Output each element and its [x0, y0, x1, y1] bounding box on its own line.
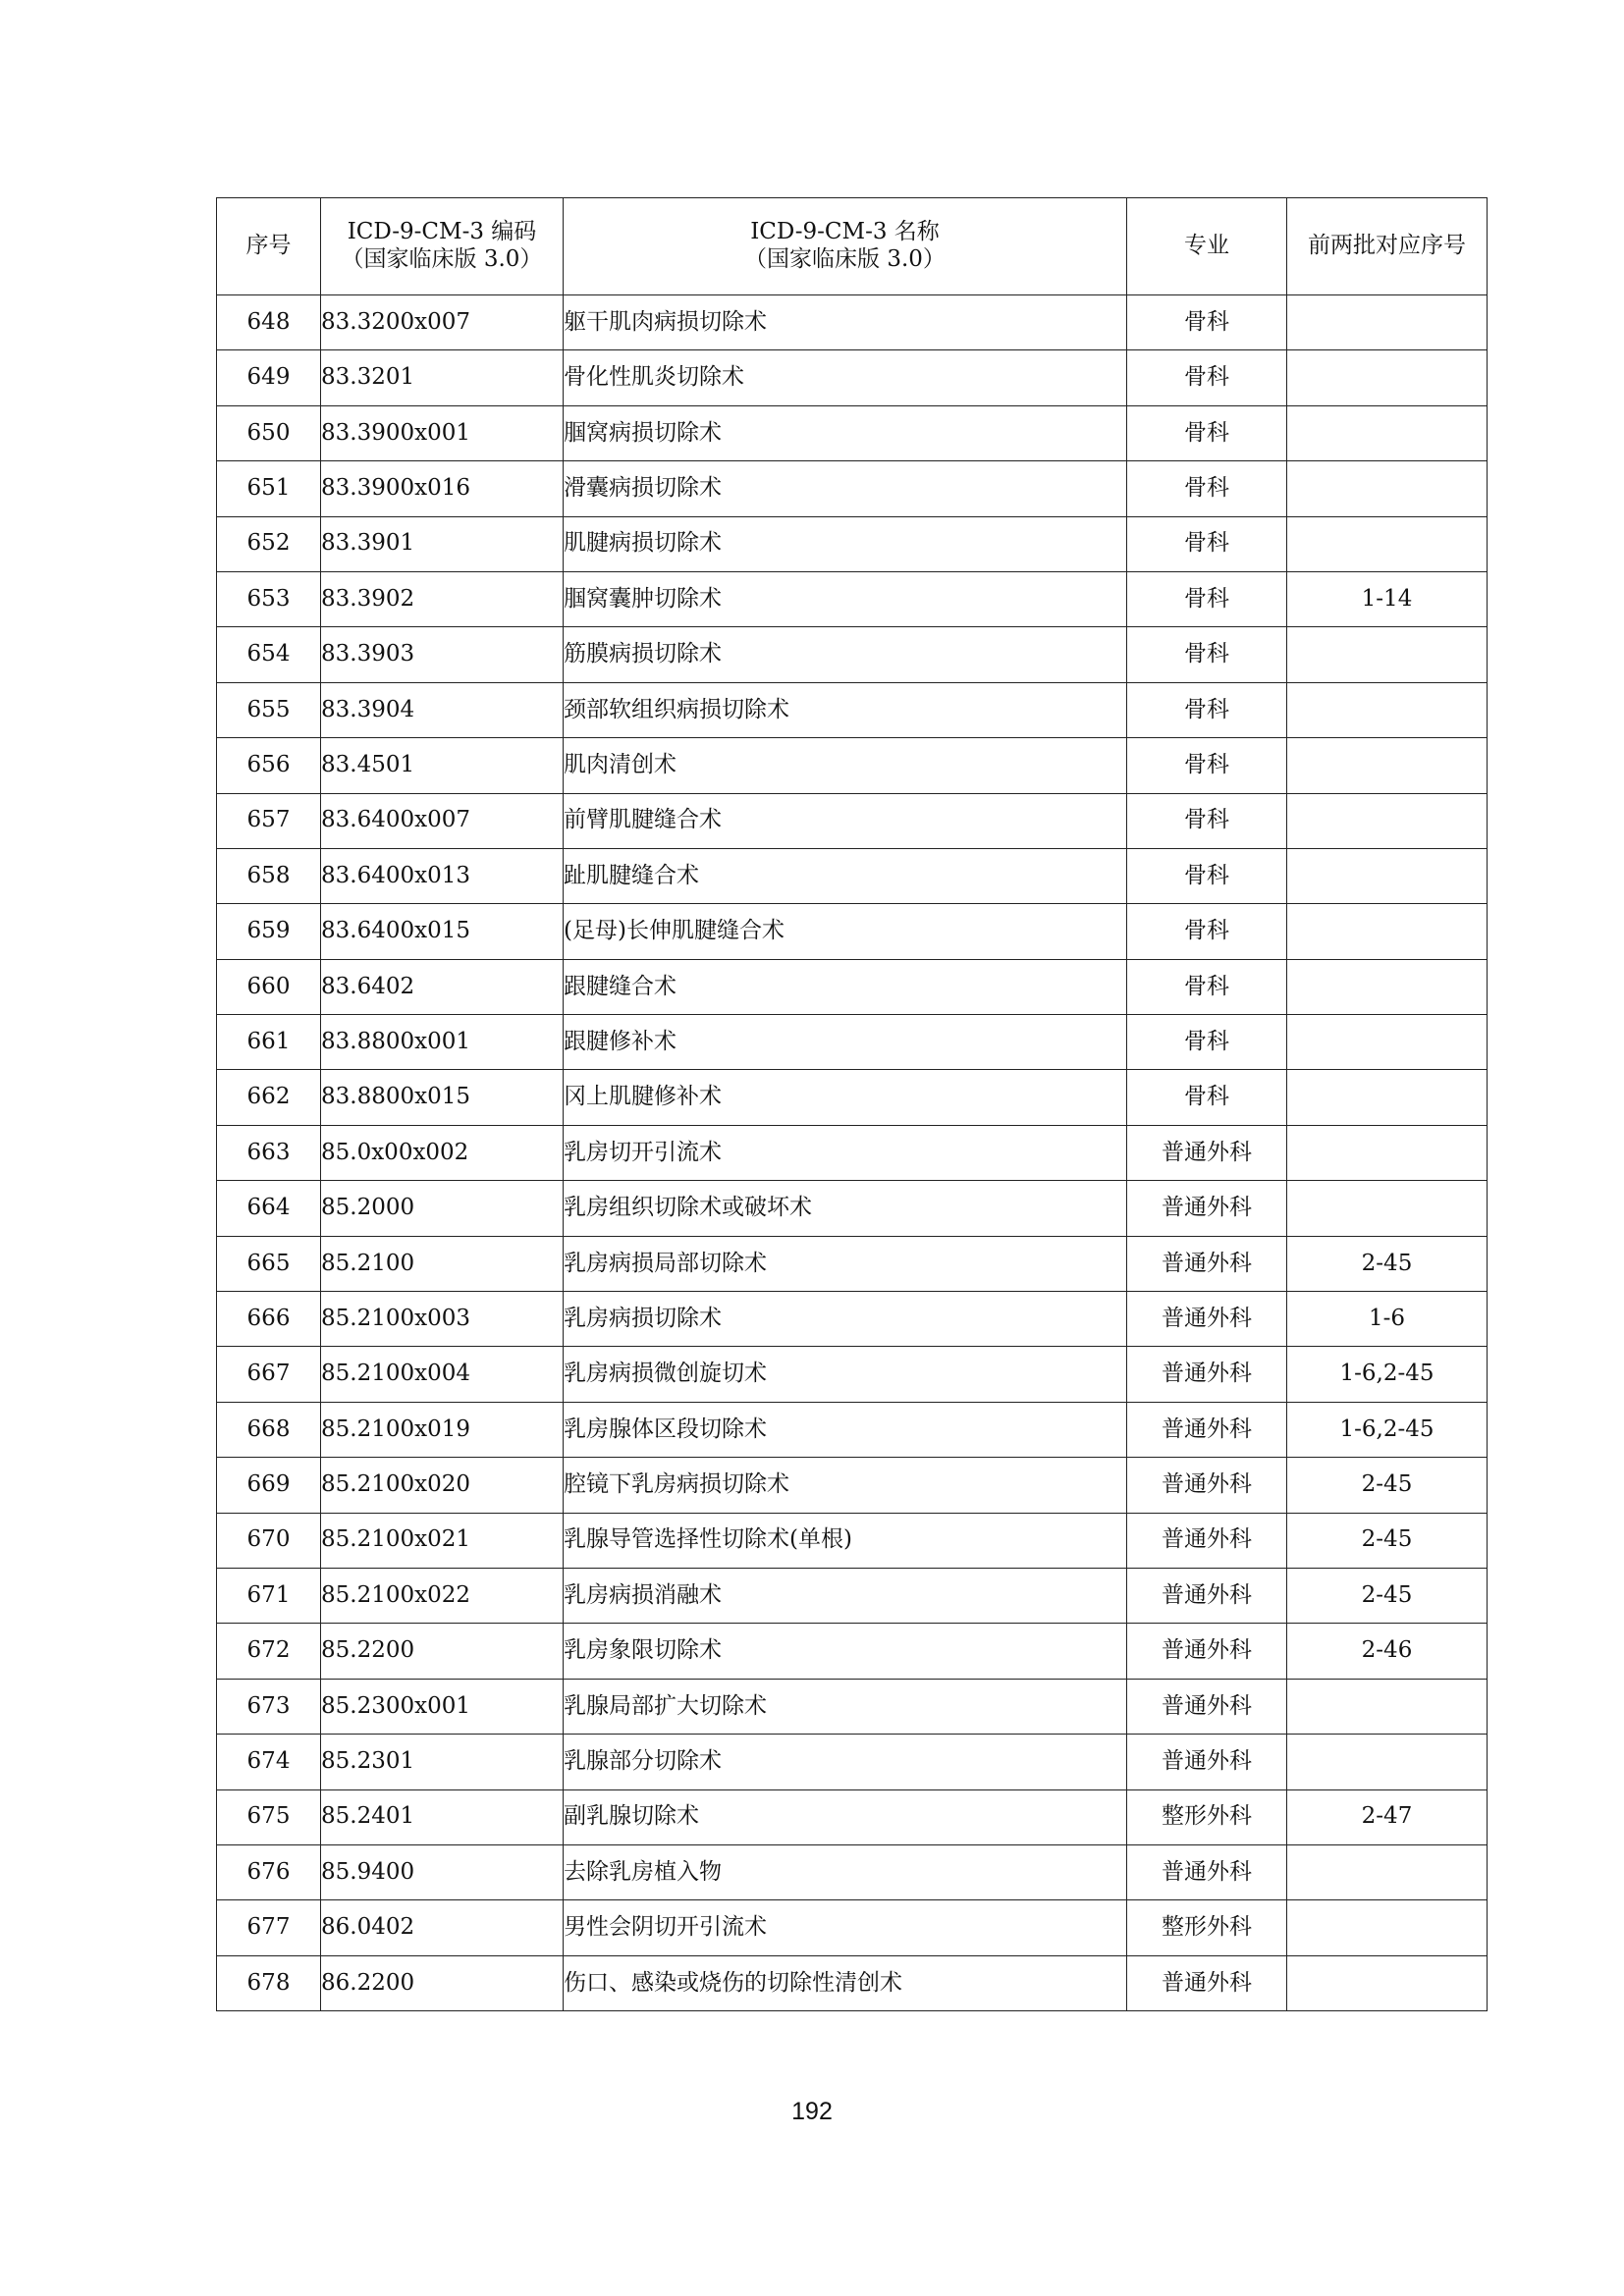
- header-code: [321, 198, 564, 295]
- cell-prev: [1287, 848, 1488, 903]
- cell-name: 腘窝囊肿切除术: [564, 571, 1127, 626]
- table-header-row: [217, 198, 1488, 295]
- table-row: [217, 1070, 1488, 1125]
- cell-code: 85.2100x019: [321, 1402, 564, 1457]
- table-row: [217, 1568, 1488, 1623]
- cell-specialty: 骨科: [1127, 350, 1287, 405]
- cell-seq: 671: [217, 1568, 321, 1623]
- cell-seq: 659: [217, 904, 321, 959]
- cell-code: 83.3200x007: [321, 295, 564, 350]
- cell-seq: 656: [217, 738, 321, 793]
- table-row: [217, 405, 1488, 460]
- cell-name: 腘窝病损切除术: [564, 405, 1127, 460]
- cell-name: 乳房切开引流术: [564, 1125, 1127, 1180]
- table-row: [217, 1236, 1488, 1291]
- cell-seq: 678: [217, 1955, 321, 2010]
- cell-name: 滑囊病损切除术: [564, 461, 1127, 516]
- table-row: [217, 1624, 1488, 1679]
- cell-seq: 654: [217, 627, 321, 682]
- cell-name: 乳房病损消融术: [564, 1568, 1127, 1623]
- cell-name: 乳房腺体区段切除术: [564, 1402, 1127, 1457]
- cell-code: 85.0x00x002: [321, 1125, 564, 1180]
- table-row: [217, 295, 1488, 350]
- cell-prev: [1287, 405, 1488, 460]
- cell-prev: [1287, 959, 1488, 1014]
- cell-code: 83.6402: [321, 959, 564, 1014]
- table-row: [217, 1458, 1488, 1513]
- table-row: [217, 959, 1488, 1014]
- cell-specialty: 普通外科: [1127, 1955, 1287, 2010]
- cell-prev: [1287, 1955, 1488, 2010]
- cell-name: 乳腺局部扩大切除术: [564, 1679, 1127, 1734]
- cell-seq: 655: [217, 682, 321, 737]
- table-row: [217, 1015, 1488, 1070]
- cell-prev: 1-6: [1287, 1292, 1488, 1347]
- cell-name: (足母)长伸肌腱缝合术: [564, 904, 1127, 959]
- cell-name: 腔镜下乳房病损切除术: [564, 1458, 1127, 1513]
- cell-code: 83.8800x015: [321, 1070, 564, 1125]
- cell-seq: 658: [217, 848, 321, 903]
- cell-name: 筋膜病损切除术: [564, 627, 1127, 682]
- cell-specialty: 骨科: [1127, 793, 1287, 848]
- cell-prev: [1287, 682, 1488, 737]
- cell-prev: 1-14: [1287, 571, 1488, 626]
- cell-name: 乳房病损微创旋切术: [564, 1347, 1127, 1402]
- cell-specialty: 骨科: [1127, 571, 1287, 626]
- cell-prev: [1287, 516, 1488, 571]
- cell-seq: 664: [217, 1181, 321, 1236]
- cell-prev: [1287, 738, 1488, 793]
- cell-specialty: 普通外科: [1127, 1513, 1287, 1568]
- cell-specialty: 整形外科: [1127, 1789, 1287, 1844]
- cell-name: 跟腱修补术: [564, 1015, 1127, 1070]
- cell-name: 乳房病损切除术: [564, 1292, 1127, 1347]
- cell-seq: 648: [217, 295, 321, 350]
- header-specialty: 专业: [1127, 198, 1287, 295]
- cell-seq: 677: [217, 1900, 321, 1955]
- cell-specialty: 骨科: [1127, 1015, 1287, 1070]
- cell-code: 85.2300x001: [321, 1679, 564, 1734]
- cell-specialty: 骨科: [1127, 1070, 1287, 1125]
- header-code-line2: （国家临床版 3.0）: [341, 246, 543, 272]
- cell-name: 去除乳房植入物: [564, 1844, 1127, 1899]
- cell-seq: 651: [217, 461, 321, 516]
- table-row: [217, 1513, 1488, 1568]
- table-row: [217, 848, 1488, 903]
- cell-code: 83.3901: [321, 516, 564, 571]
- cell-code: 83.3902: [321, 571, 564, 626]
- cell-name: 肌肉清创术: [564, 738, 1127, 793]
- table-row: [217, 1181, 1488, 1236]
- table-row: [217, 1347, 1488, 1402]
- cell-seq: 667: [217, 1347, 321, 1402]
- cell-seq: 660: [217, 959, 321, 1014]
- cell-code: 85.9400: [321, 1844, 564, 1899]
- table-row: [217, 1735, 1488, 1789]
- header-name: [564, 198, 1127, 295]
- cell-prev: [1287, 295, 1488, 350]
- cell-code: 85.2100x020: [321, 1458, 564, 1513]
- procedure-code-table: [216, 197, 1488, 2011]
- cell-name: 肌腱病损切除术: [564, 516, 1127, 571]
- table-row: [217, 571, 1488, 626]
- cell-specialty: 普通外科: [1127, 1292, 1287, 1347]
- cell-specialty: 骨科: [1127, 461, 1287, 516]
- cell-prev: [1287, 1015, 1488, 1070]
- cell-code: 83.6400x007: [321, 793, 564, 848]
- table-row: [217, 1844, 1488, 1899]
- cell-name: 冈上肌腱修补术: [564, 1070, 1127, 1125]
- header-prev: 前两批对应序号: [1287, 198, 1488, 295]
- table-row: [217, 350, 1488, 405]
- cell-prev: [1287, 1070, 1488, 1125]
- cell-prev: [1287, 1900, 1488, 1955]
- page-number: 192: [791, 2098, 833, 2125]
- cell-prev: [1287, 1125, 1488, 1180]
- cell-name: 乳腺导管选择性切除术(单根): [564, 1513, 1127, 1568]
- table-row: [217, 1125, 1488, 1180]
- cell-name: 乳房病损局部切除术: [564, 1236, 1127, 1291]
- cell-name: 骨化性肌炎切除术: [564, 350, 1127, 405]
- cell-prev: [1287, 350, 1488, 405]
- cell-seq: 652: [217, 516, 321, 571]
- cell-code: 83.8800x001: [321, 1015, 564, 1070]
- cell-prev: [1287, 1679, 1488, 1734]
- cell-code: 85.2100x003: [321, 1292, 564, 1347]
- cell-seq: 649: [217, 350, 321, 405]
- cell-prev: 2-45: [1287, 1458, 1488, 1513]
- cell-name: 跟腱缝合术: [564, 959, 1127, 1014]
- cell-specialty: 骨科: [1127, 848, 1287, 903]
- table-body: [217, 295, 1488, 2011]
- cell-code: 85.2100x021: [321, 1513, 564, 1568]
- cell-specialty: 普通外科: [1127, 1624, 1287, 1679]
- cell-specialty: 普通外科: [1127, 1735, 1287, 1789]
- cell-seq: 665: [217, 1236, 321, 1291]
- cell-prev: [1287, 461, 1488, 516]
- cell-code: 83.4501: [321, 738, 564, 793]
- cell-specialty: 普通外科: [1127, 1679, 1287, 1734]
- cell-specialty: 普通外科: [1127, 1402, 1287, 1457]
- cell-seq: 650: [217, 405, 321, 460]
- cell-seq: 673: [217, 1679, 321, 1734]
- cell-name: 乳腺部分切除术: [564, 1735, 1127, 1789]
- cell-seq: 669: [217, 1458, 321, 1513]
- cell-specialty: 骨科: [1127, 904, 1287, 959]
- header-name-line2: （国家临床版 3.0）: [744, 246, 946, 272]
- cell-specialty: 普通外科: [1127, 1458, 1287, 1513]
- cell-specialty: 普通外科: [1127, 1568, 1287, 1623]
- cell-name: 副乳腺切除术: [564, 1789, 1127, 1844]
- cell-code: 85.2401: [321, 1789, 564, 1844]
- cell-code: 83.3900x016: [321, 461, 564, 516]
- cell-specialty: 骨科: [1127, 738, 1287, 793]
- cell-seq: 663: [217, 1125, 321, 1180]
- cell-name: 趾肌腱缝合术: [564, 848, 1127, 903]
- table-row: [217, 627, 1488, 682]
- cell-prev: 1-6,2-45: [1287, 1402, 1488, 1457]
- cell-code: 83.3201: [321, 350, 564, 405]
- cell-prev: 2-45: [1287, 1236, 1488, 1291]
- cell-prev: [1287, 1181, 1488, 1236]
- table-row: [217, 1679, 1488, 1734]
- cell-seq: 675: [217, 1789, 321, 1844]
- table-row: [217, 682, 1488, 737]
- cell-seq: 661: [217, 1015, 321, 1070]
- cell-specialty: 骨科: [1127, 405, 1287, 460]
- cell-name: 乳房象限切除术: [564, 1624, 1127, 1679]
- cell-seq: 653: [217, 571, 321, 626]
- header-code-line1: ICD-9-CM-3 编码: [347, 219, 537, 245]
- table-row: [217, 1955, 1488, 2010]
- table-row: [217, 516, 1488, 571]
- cell-seq: 666: [217, 1292, 321, 1347]
- cell-specialty: 骨科: [1127, 295, 1287, 350]
- table-row: [217, 1789, 1488, 1844]
- cell-specialty: 骨科: [1127, 516, 1287, 571]
- cell-code: 85.2100: [321, 1236, 564, 1291]
- cell-name: 躯干肌肉病损切除术: [564, 295, 1127, 350]
- cell-code: 86.0402: [321, 1900, 564, 1955]
- header-seq: 序号: [217, 198, 321, 295]
- cell-seq: 674: [217, 1735, 321, 1789]
- cell-specialty: 普通外科: [1127, 1181, 1287, 1236]
- cell-code: 85.2301: [321, 1735, 564, 1789]
- cell-code: 83.3904: [321, 682, 564, 737]
- cell-code: 85.2100x004: [321, 1347, 564, 1402]
- cell-seq: 676: [217, 1844, 321, 1899]
- cell-specialty: 骨科: [1127, 959, 1287, 1014]
- cell-name: 伤口、感染或烧伤的切除性清创术: [564, 1955, 1127, 2010]
- cell-prev: 2-45: [1287, 1513, 1488, 1568]
- cell-seq: 670: [217, 1513, 321, 1568]
- cell-seq: 672: [217, 1624, 321, 1679]
- cell-seq: 657: [217, 793, 321, 848]
- cell-prev: 1-6,2-45: [1287, 1347, 1488, 1402]
- table-row: [217, 793, 1488, 848]
- table-row: [217, 1900, 1488, 1955]
- cell-code: 86.2200: [321, 1955, 564, 2010]
- cell-prev: [1287, 1844, 1488, 1899]
- cell-specialty: 骨科: [1127, 682, 1287, 737]
- cell-specialty: 整形外科: [1127, 1900, 1287, 1955]
- cell-code: 85.2100x022: [321, 1568, 564, 1623]
- header-name-line1: ICD-9-CM-3 名称: [750, 219, 940, 245]
- table-row: [217, 461, 1488, 516]
- cell-prev: 2-47: [1287, 1789, 1488, 1844]
- cell-code: 83.6400x013: [321, 848, 564, 903]
- cell-prev: [1287, 793, 1488, 848]
- cell-specialty: 普通外科: [1127, 1347, 1287, 1402]
- cell-name: 颈部软组织病损切除术: [564, 682, 1127, 737]
- cell-prev: 2-45: [1287, 1568, 1488, 1623]
- table-row: [217, 904, 1488, 959]
- cell-code: 83.3903: [321, 627, 564, 682]
- cell-specialty: 普通外科: [1127, 1844, 1287, 1899]
- table-row: [217, 1402, 1488, 1457]
- cell-specialty: 普通外科: [1127, 1125, 1287, 1180]
- cell-code: 83.6400x015: [321, 904, 564, 959]
- cell-seq: 668: [217, 1402, 321, 1457]
- cell-code: 85.2000: [321, 1181, 564, 1236]
- cell-seq: 662: [217, 1070, 321, 1125]
- cell-specialty: 普通外科: [1127, 1236, 1287, 1291]
- cell-specialty: 骨科: [1127, 627, 1287, 682]
- cell-name: 男性会阴切开引流术: [564, 1900, 1127, 1955]
- cell-prev: 2-46: [1287, 1624, 1488, 1679]
- cell-name: 乳房组织切除术或破坏术: [564, 1181, 1127, 1236]
- table-row: [217, 1292, 1488, 1347]
- cell-prev: [1287, 904, 1488, 959]
- cell-code: 83.3900x001: [321, 405, 564, 460]
- cell-name: 前臂肌腱缝合术: [564, 793, 1127, 848]
- cell-prev: [1287, 1735, 1488, 1789]
- cell-code: 85.2200: [321, 1624, 564, 1679]
- table-row: [217, 738, 1488, 793]
- cell-prev: [1287, 627, 1488, 682]
